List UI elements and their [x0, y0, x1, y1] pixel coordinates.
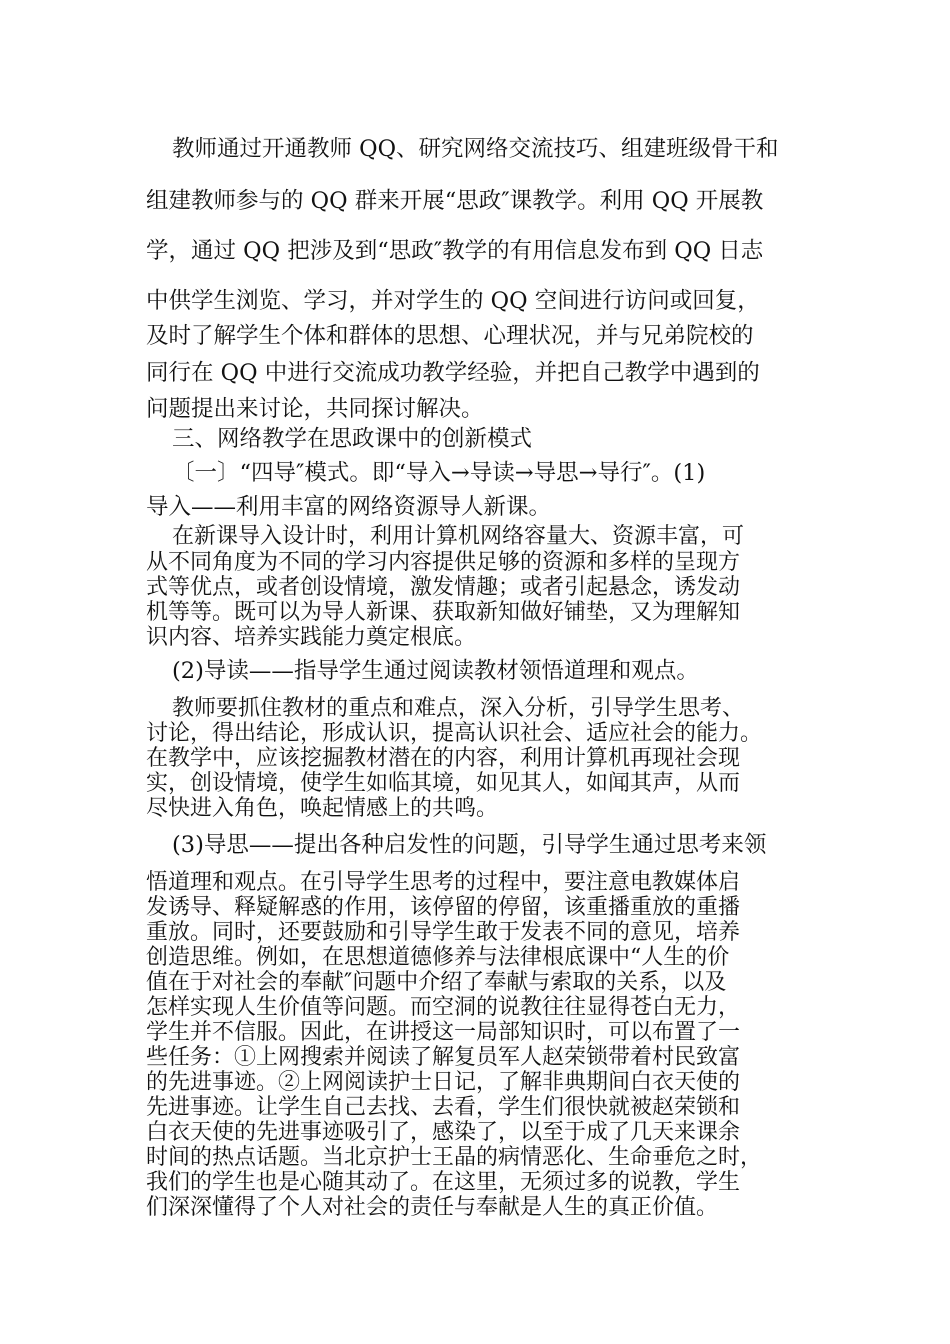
paragraph-qq-line-6: 同行在 QQ 中进行交流成功教学经验，并把自己教学中遇到的 — [146, 360, 760, 386]
section-heading-3: 三、网络教学在思政课中的创新模式 — [172, 426, 533, 452]
paragraph-qq-line-7: 问题提出来讨论，共同探讨解决。 — [146, 396, 484, 422]
paragraph-qq-line-4: 中供学生浏览、学习，并对学生的 QQ 空间进行访问或回复， — [146, 288, 760, 314]
guide-3-line-12: 时间的热点话题。当北京护士王晶的病情恶化、生命垂危之时， — [146, 1145, 763, 1170]
guide-2-line-1: 教师要抓住教材的重点和难点，深入分析，引导学生思考、 — [172, 696, 745, 721]
guide-3-line-9: 的先进事迹。②上网阅读护士日记，了解非典期间白衣天使的 — [146, 1070, 741, 1095]
paragraph-qq-line-2: 组建教师参与的 QQ 群来开展“思政″课教学。利用 QQ 开展教 — [146, 188, 764, 214]
paragraph-qq-line-5: 及时了解学生个体和群体的思想、心理状况，并与兄弟院校的 — [146, 323, 754, 349]
paragraph-qq-line-1: 教师通过开通教师 QQ、研究网络交流技巧、组建班级骨干和 — [172, 136, 779, 162]
guide-3-line-11: 白衣天使的先进事迹吸引了，感染了，以至于成了几天来课余 — [146, 1120, 741, 1145]
guide-3-line-10: 先进事迹。让学生自己去找、去看，学生们很快就被赵荣锁和 — [146, 1095, 741, 1120]
guide-1-title: 导入——利用丰富的网络资源导人新课。 — [146, 494, 552, 520]
four-guides-intro: 〔一〕“四导″模式。即“导入→导读→导思→导行″。(1) — [172, 460, 706, 486]
guide-3-line-13: 我们的学生也是心随其动了。在这里，无须过多的说教，学生 — [146, 1170, 741, 1195]
guide-3-line-4: 创造思维。例如，在思想道德修养与法律根底课中“人生的价 — [146, 945, 730, 970]
guide-3-line-5: 值在于对社会的奉献″问题中介绍了奉献与索取的关系，以及 — [146, 970, 727, 995]
guide-1-line-4: 机等等。既可以为导人新课、获取新知做好铺垫，又为理解知 — [146, 600, 741, 625]
guide-1-line-5: 识内容、培养实践能力奠定根底。 — [146, 625, 477, 650]
guide-2-line-4: 实，创设情境，使学生如临其境，如见其人，如闻其声，从而 — [146, 771, 741, 796]
guide-3-line-14: 们深深懂得了个人对社会的责任与奉献是人生的真正价值。 — [146, 1195, 719, 1220]
guide-1-line-3: 式等优点，或者创设情境，激发情趣；或者引起悬念，诱发动 — [146, 575, 741, 600]
guide-1-line-2: 从不同角度为不同的学习内容提供足够的资源和多样的呈现方 — [146, 550, 741, 575]
guide-2-line-3: 在教学中，应该挖掘教材潜在的内容，利用计算机再现社会现 — [146, 746, 741, 771]
guide-3-line-6: 怎样实现人生价值等问题。而空洞的说教往往显得苍白无力， — [146, 995, 741, 1020]
paragraph-qq-line-3: 学，通过 QQ 把涉及到“思政″教学的有用信息发布到 QQ 日志 — [146, 238, 764, 264]
guide-3-line-1: 悟道理和观点。在引导学生思考的过程中，要注意电教媒体启 — [146, 870, 741, 895]
guide-1-line-1: 在新课导入设计时，利用计算机网络容量大、资源丰富，可 — [172, 524, 745, 549]
guide-3-line-2: 发诱导、释疑解惑的作用，该停留的停留，该重播重放的重播 — [146, 895, 741, 920]
guide-2-line-2: 讨论，得出结论，形成认识，提高认识社会、适应社会的能力。 — [146, 721, 763, 746]
guide-3-line-3: 重放。同时，还要鼓励和引导学生敢于发表不同的意见，培养 — [146, 920, 741, 945]
guide-3-title: (3)导思——提出各种启发性的问题，引导学生通过思考来领 — [172, 832, 767, 858]
guide-2-line-5: 尽快进入角色，唤起情感上的共鸣。 — [146, 796, 499, 821]
guide-2-title: (2)导读——指导学生通过阅读教材领悟道理和观点。 — [172, 658, 699, 684]
guide-3-line-8: 些任务：①上网搜索并阅读了解复员军人赵荣锁带着村民致富 — [146, 1045, 741, 1070]
guide-3-line-7: 学生并不信服。因此，在讲授这一局部知识时，可以布置了一 — [146, 1020, 741, 1045]
